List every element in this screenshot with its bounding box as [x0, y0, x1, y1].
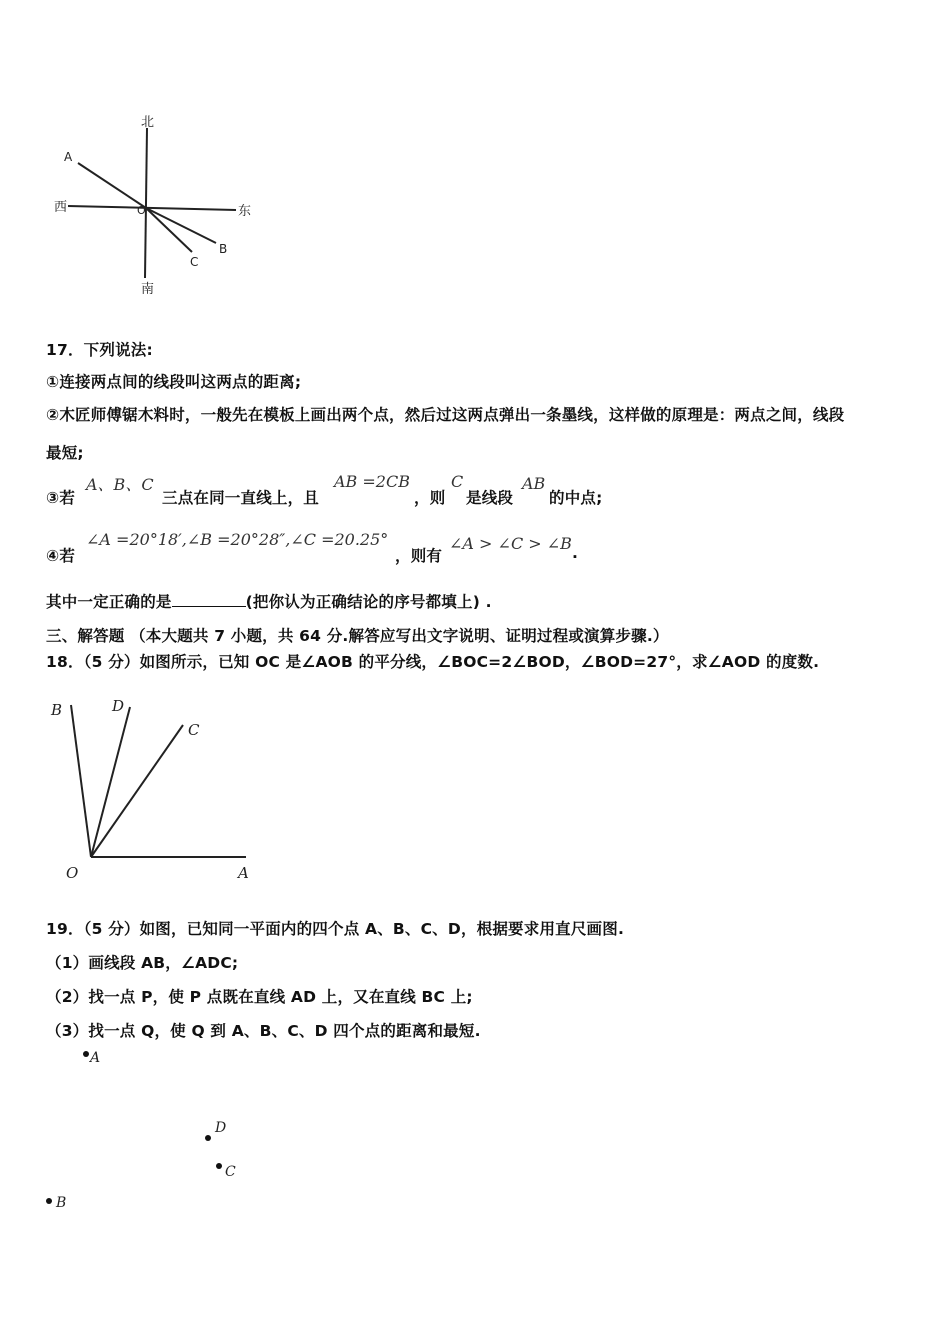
- s4-prefix: ④若: [46, 547, 76, 565]
- label-b: B: [56, 1195, 67, 1211]
- north-south-axis: [145, 128, 147, 278]
- label-d: D: [215, 1120, 227, 1136]
- point-a: [83, 1051, 89, 1057]
- point-b: [46, 1198, 52, 1204]
- s3-then: ，则: [414, 489, 446, 507]
- q19-part-3: （3）找一点 Q，使 Q 到 A、B、C、D 四个点的距离和最短.: [46, 1022, 481, 1040]
- label-b: B: [51, 701, 63, 719]
- label-c: C: [190, 255, 199, 269]
- s3-c: C: [451, 472, 464, 491]
- s4-then: ，则有: [395, 547, 443, 565]
- label-b: B: [219, 242, 228, 256]
- label-o: O: [137, 204, 146, 217]
- label-c: C: [188, 721, 200, 739]
- label-a: A: [238, 864, 249, 882]
- compass-lines: [40, 110, 300, 310]
- answer-prefix: 其中一定正确的是: [46, 593, 172, 611]
- q17-statement-2a: ②木匠师傅锯木料时，一般先在模板上画出两个点，然后过这两点弹出一条墨线，这样做的原理是：两点之间，线段: [46, 406, 845, 424]
- label-west: 西: [54, 200, 68, 215]
- q18-angle-lines: [60, 695, 280, 875]
- q17-statement-1: ①连接两点间的线段叫这两点的距离;: [46, 373, 302, 391]
- s3-is: 是线段: [466, 489, 514, 507]
- ray-oc: [146, 208, 192, 252]
- s4-equation: ∠A =20°18′,∠B =20°28″,∠C =20.25°: [86, 530, 389, 549]
- q17-title: 17．下列说法:: [46, 341, 153, 359]
- label-o: O: [66, 864, 79, 882]
- section3-title: 三、解答题 （本大题共 7 小题，共 64 分.解答应写出文字说明、证明过程或演算步骤.）: [46, 627, 669, 645]
- ray-od: [91, 707, 130, 857]
- q18-text: 18．（5 分）如图所示，已知 OC 是∠AOB 的平分线，∠BOC=2∠BOD，∠BOD=27°，求∠AOD 的度数.: [46, 653, 820, 671]
- label-north: 北: [141, 115, 155, 130]
- label-a: A: [64, 150, 73, 164]
- q19-points: [40, 1045, 240, 1215]
- west-east-axis: [68, 206, 236, 210]
- ray-oa: [78, 163, 146, 208]
- label-c: C: [225, 1164, 236, 1180]
- point-d: [205, 1135, 211, 1141]
- q19-part-1: （1）画线段 AB，∠ADC;: [46, 954, 239, 972]
- answer-suffix: (把你认为正确结论的序号都填上) .: [245, 593, 492, 611]
- label-east: 东: [238, 204, 252, 219]
- answer-blank[interactable]: [172, 592, 246, 607]
- s3-points: A、B、C: [86, 475, 154, 494]
- ray-ob: [146, 208, 216, 243]
- s4-inequality: ∠A > ∠C > ∠B: [449, 534, 572, 553]
- label-d: D: [112, 697, 125, 715]
- s4-end: .: [572, 544, 579, 562]
- ray-oc: [91, 725, 183, 857]
- s3-ab: AB: [522, 474, 546, 493]
- q19-part-2: （2）找一点 P，使 P 点既在直线 AD 上，又在直线 BC 上;: [46, 988, 473, 1006]
- q17-statement-2b: 最短;: [46, 444, 84, 462]
- point-c: [216, 1163, 222, 1169]
- s3-prefix: ③若: [46, 489, 76, 507]
- label-a: A: [90, 1050, 101, 1066]
- label-south: 南: [141, 282, 155, 297]
- ray-ob: [71, 705, 91, 857]
- q19-text: 19．（5 分）如图，已知同一平面内的四个点 A、B、C、D，根据要求用直尺画图.: [46, 920, 625, 938]
- s3-equation: AB =2CB: [334, 472, 410, 491]
- s3-end: 的中点;: [549, 489, 603, 507]
- s3-mid: 三点在同一直线上，且: [162, 489, 320, 507]
- q17-answer-line: [46, 590, 492, 612]
